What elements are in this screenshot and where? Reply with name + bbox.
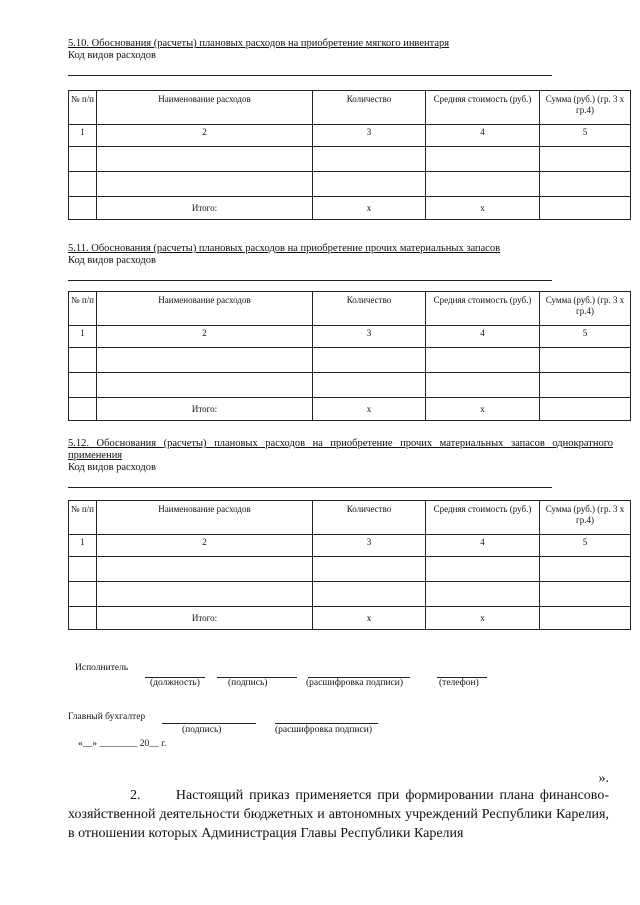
table-cell[interactable] xyxy=(313,348,426,373)
total-row xyxy=(69,607,631,630)
table-cell[interactable] xyxy=(97,373,313,398)
header-cell: № п/п xyxy=(69,501,97,535)
table-cell[interactable] xyxy=(69,582,97,607)
table-header-row xyxy=(69,91,631,125)
table-cell[interactable] xyxy=(426,348,540,373)
column-number-row xyxy=(69,125,631,147)
column-number: 5 xyxy=(540,326,631,348)
table-header-row xyxy=(69,501,631,535)
column-number-row xyxy=(69,326,631,348)
total-label: Итого: xyxy=(97,398,313,421)
header-cell: Количество xyxy=(313,501,426,535)
table-cell[interactable] xyxy=(97,172,313,197)
header-cell: Количество xyxy=(313,91,426,125)
column-number: 5 xyxy=(540,125,631,147)
total-mark: х xyxy=(313,398,426,421)
table-cell xyxy=(69,197,97,220)
section-5-12 xyxy=(68,438,628,623)
header-cell: Средняя стоимость (руб.) xyxy=(426,292,540,326)
table-cell[interactable] xyxy=(426,172,540,197)
chief-signature-caption: (подпись) xyxy=(182,725,222,735)
column-number: 3 xyxy=(313,326,426,348)
table-cell xyxy=(69,607,97,630)
table-cell[interactable] xyxy=(313,582,426,607)
table-cell[interactable] xyxy=(540,172,631,197)
table-row xyxy=(69,172,631,197)
expense-table xyxy=(68,90,631,220)
chief-name-line[interactable] xyxy=(275,723,378,724)
chief-name-caption: (расшифровка подписи) xyxy=(275,725,372,735)
table-cell[interactable] xyxy=(426,582,540,607)
date-line: «__» ________ 20__ г. xyxy=(78,739,167,749)
table-row xyxy=(69,147,631,172)
header-cell: Сумма (руб.) (гр. 3 х гр.4) xyxy=(540,501,631,535)
table-cell[interactable] xyxy=(69,147,97,172)
chief-accountant-label: Главный бухгалтер xyxy=(68,712,146,722)
code-label: Код видов расходов xyxy=(68,462,156,473)
column-number: 5 xyxy=(540,535,631,557)
table-cell[interactable] xyxy=(69,557,97,582)
table-cell[interactable] xyxy=(69,348,97,373)
total-label: Итого: xyxy=(97,607,313,630)
table-cell[interactable] xyxy=(313,147,426,172)
column-number: 2 xyxy=(97,125,313,147)
name-caption: (расшифровка подписи) xyxy=(306,678,403,688)
table-cell[interactable] xyxy=(426,557,540,582)
table-cell[interactable] xyxy=(313,373,426,398)
paragraph-text: Настоящий приказ применяется при формировании плана финансово-хозяйственной деятельности бюджетных и автономных учреждений Республики Карелия, в отношении которых Администрация Главы Республики Карелия xyxy=(68,788,609,841)
code-label: Код видов расходов xyxy=(68,50,156,61)
table-cell[interactable] xyxy=(313,172,426,197)
table-cell[interactable] xyxy=(426,373,540,398)
table-cell[interactable] xyxy=(97,147,313,172)
total-sum-cell[interactable] xyxy=(540,607,631,630)
table-cell[interactable] xyxy=(540,557,631,582)
paragraph-2 xyxy=(68,786,609,843)
table-row xyxy=(69,557,631,582)
total-mark: х xyxy=(426,607,540,630)
section-5-11 xyxy=(68,243,628,414)
signature-caption: (подпись) xyxy=(228,678,268,688)
expense-table xyxy=(68,291,631,421)
table-row xyxy=(69,348,631,373)
position-caption: (должность) xyxy=(150,678,200,688)
total-mark: х xyxy=(426,197,540,220)
total-sum-cell[interactable] xyxy=(540,398,631,421)
table-row xyxy=(69,582,631,607)
expense-table xyxy=(68,500,631,630)
header-cell: Количество xyxy=(313,292,426,326)
table-cell[interactable] xyxy=(540,373,631,398)
total-label: Итого: xyxy=(97,197,313,220)
table-cell[interactable] xyxy=(97,348,313,373)
header-cell: Средняя стоимость (руб.) xyxy=(426,501,540,535)
total-mark: х xyxy=(313,197,426,220)
column-number: 4 xyxy=(426,535,540,557)
table-header-row xyxy=(69,292,631,326)
table-cell[interactable] xyxy=(97,582,313,607)
total-mark: х xyxy=(313,607,426,630)
total-mark: х xyxy=(426,398,540,421)
column-number: 3 xyxy=(313,125,426,147)
header-cell: Средняя стоимость (руб.) xyxy=(426,91,540,125)
header-cell: Сумма (руб.) (гр. 3 х гр.4) xyxy=(540,292,631,326)
closing-quote: ». xyxy=(598,771,609,786)
column-number: 2 xyxy=(97,535,313,557)
header-cell: Сумма (руб.) (гр. 3 х гр.4) xyxy=(540,91,631,125)
table-cell xyxy=(69,398,97,421)
total-sum-cell[interactable] xyxy=(540,197,631,220)
code-line-rule xyxy=(68,280,552,281)
header-cell: Наименование расходов xyxy=(97,91,313,125)
column-number: 2 xyxy=(97,326,313,348)
column-number-row xyxy=(69,535,631,557)
header-cell: Наименование расходов xyxy=(97,501,313,535)
column-number: 1 xyxy=(69,535,97,557)
section-title: 5.12. Обоснования (расчеты) плановых расходов на приобретение прочих материальных запасов однократного применения xyxy=(68,438,613,461)
table-row xyxy=(69,373,631,398)
column-number: 1 xyxy=(69,125,97,147)
table-cell[interactable] xyxy=(313,557,426,582)
column-number: 1 xyxy=(69,326,97,348)
column-number: 4 xyxy=(426,326,540,348)
executor-label: Исполнитель xyxy=(75,663,129,673)
table-cell[interactable] xyxy=(97,557,313,582)
table-cell[interactable] xyxy=(69,373,97,398)
code-line-rule xyxy=(68,487,552,488)
table-cell[interactable] xyxy=(540,147,631,172)
section-title: 5.10. Обоснования (расчеты) плановых расходов на приобретение мягкого инвентаря xyxy=(68,38,450,49)
header-cell: Наименование расходов xyxy=(97,292,313,326)
chief-signature-line[interactable] xyxy=(162,723,256,724)
table-cell[interactable] xyxy=(540,348,631,373)
section-title: 5.11. Обоснования (расчеты) плановых расходов на приобретение прочих материальных запасов xyxy=(68,243,501,254)
column-number: 3 xyxy=(313,535,426,557)
table-cell[interactable] xyxy=(69,172,97,197)
section-5-10 xyxy=(68,38,628,213)
code-label: Код видов расходов xyxy=(68,255,156,266)
code-line-rule xyxy=(68,75,552,76)
total-row xyxy=(69,197,631,220)
phone-caption: (телефон) xyxy=(439,678,479,688)
table-cell[interactable] xyxy=(426,147,540,172)
header-cell: № п/п xyxy=(69,292,97,326)
table-cell[interactable] xyxy=(540,582,631,607)
paragraph-number: 2. xyxy=(130,788,141,803)
header-cell: № п/п xyxy=(69,91,97,125)
column-number: 4 xyxy=(426,125,540,147)
total-row xyxy=(69,398,631,421)
